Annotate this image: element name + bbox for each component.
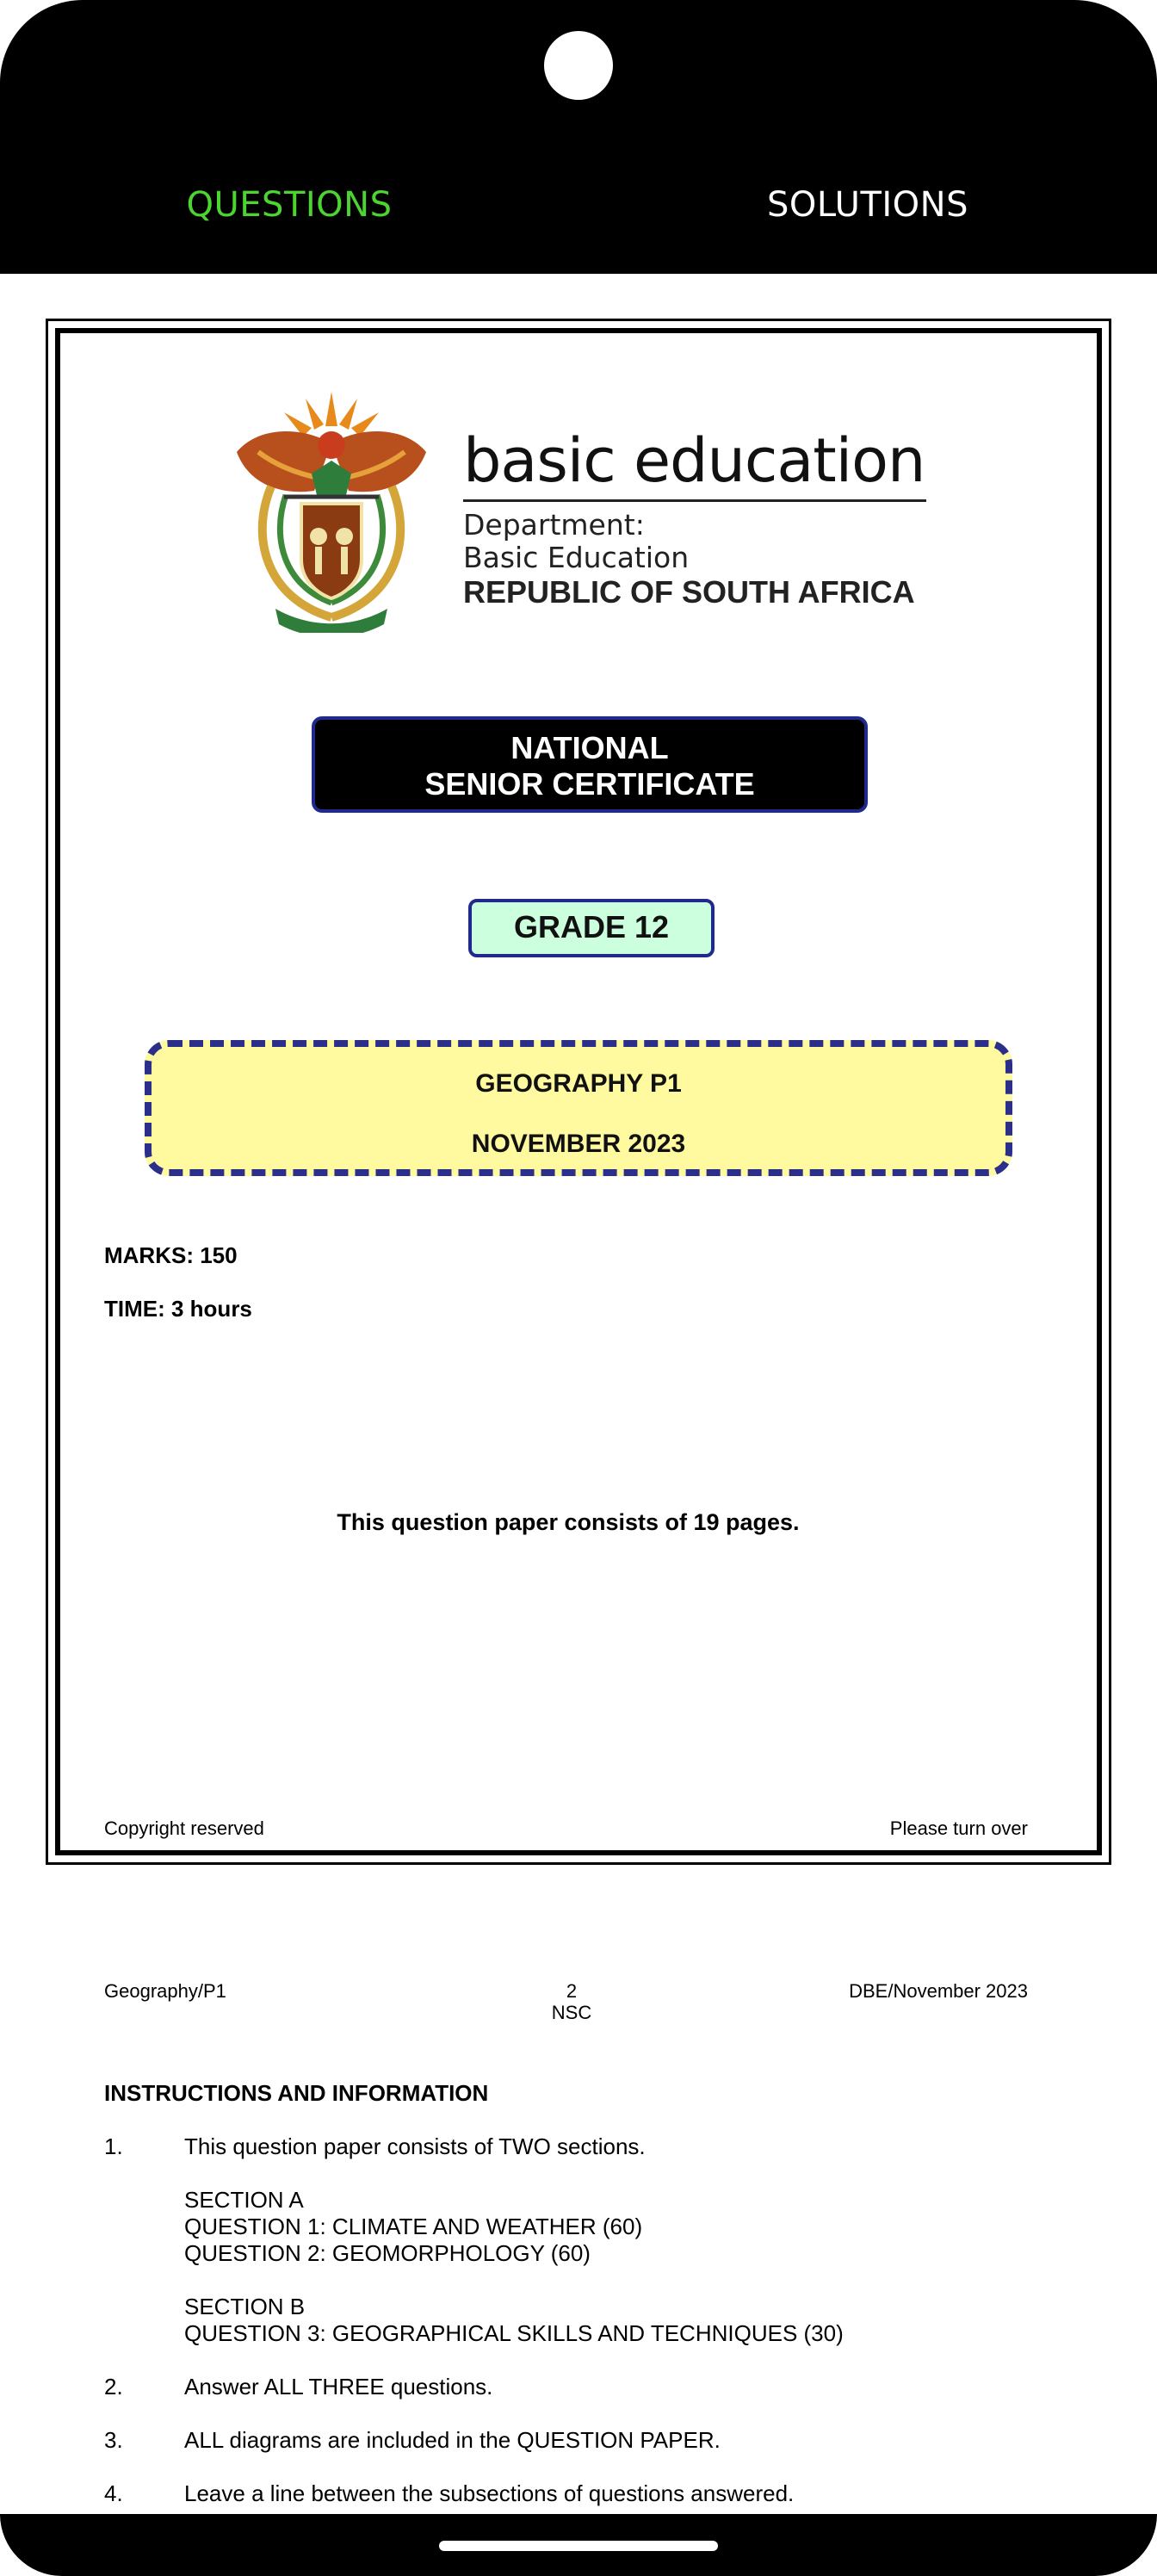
certificate-line-1: NATIONAL bbox=[510, 730, 669, 765]
item-number: 3. bbox=[104, 2427, 123, 2453]
page-header-sub: NSC bbox=[551, 2002, 592, 2023]
instruction-text: Answer ALL THREE questions. bbox=[184, 2374, 493, 2400]
subject-title: GEOGRAPHY P1 bbox=[475, 1069, 682, 1098]
page-count-note: This question paper consists of 19 pages. bbox=[337, 1509, 800, 1535]
subject-banner bbox=[145, 1040, 1012, 1176]
home-indicator[interactable] bbox=[439, 2541, 718, 2551]
section-a-question-1: QUESTION 1: CLIMATE AND WEATHER (60) bbox=[184, 2214, 643, 2239]
item-number: 4. bbox=[104, 2480, 123, 2506]
grade-badge: GRADE 12 bbox=[468, 899, 715, 957]
page-number: 2 bbox=[566, 1980, 578, 2002]
brand-name: basic education bbox=[463, 425, 925, 496]
tab-solutions[interactable]: SOLUTIONS bbox=[767, 185, 968, 225]
brand-divider bbox=[463, 499, 926, 502]
time-label: TIME: 3 hours bbox=[104, 1296, 252, 1322]
country-name: REPUBLIC OF SOUTH AFRICA bbox=[463, 574, 915, 610]
top-app-bar bbox=[0, 0, 1157, 274]
marks-label: MARKS: 150 bbox=[104, 1242, 238, 1268]
department-label: Department: bbox=[463, 508, 645, 542]
page-header-center bbox=[492, 1980, 651, 2023]
section-a-label: SECTION A bbox=[184, 2187, 304, 2213]
page-header-left: Geography/P1 bbox=[104, 1980, 226, 2002]
section-b-question-3: QUESTION 3: GEOGRAPHICAL SKILLS AND TECHNIQUES (30) bbox=[184, 2320, 844, 2346]
tab-questions[interactable]: QUESTIONS bbox=[186, 185, 393, 225]
instruction-text: This question paper consists of TWO sections. bbox=[184, 2133, 646, 2159]
certificate-line-2: SENIOR CERTIFICATE bbox=[424, 766, 755, 802]
section-a-question-2: QUESTION 2: GEOMORPHOLOGY (60) bbox=[184, 2240, 591, 2266]
copyright-footer: Copyright reserved bbox=[104, 1817, 264, 1839]
section-b-label: SECTION B bbox=[184, 2294, 306, 2319]
item-number: 1. bbox=[104, 2133, 123, 2159]
brand-text bbox=[463, 425, 926, 610]
instruction-text: ALL diagrams are included in the QUESTION PAPER. bbox=[184, 2427, 721, 2453]
coat-of-arms-icon bbox=[232, 392, 430, 633]
page-header-right: DBE/November 2023 bbox=[849, 1980, 1028, 2002]
department-logo bbox=[232, 392, 938, 641]
exam-session: NOVEMBER 2023 bbox=[471, 1130, 686, 1158]
instruction-text: Leave a line between the subsections of questions answered. bbox=[184, 2480, 795, 2506]
item-number: 2. bbox=[104, 2374, 123, 2400]
camera-cutout bbox=[544, 31, 613, 100]
instructions-heading: INSTRUCTIONS AND INFORMATION bbox=[104, 2080, 489, 2106]
certificate-banner bbox=[312, 716, 868, 813]
department-name: Basic Education bbox=[463, 541, 690, 574]
turn-over-footer: Please turn over bbox=[889, 1817, 1028, 1839]
